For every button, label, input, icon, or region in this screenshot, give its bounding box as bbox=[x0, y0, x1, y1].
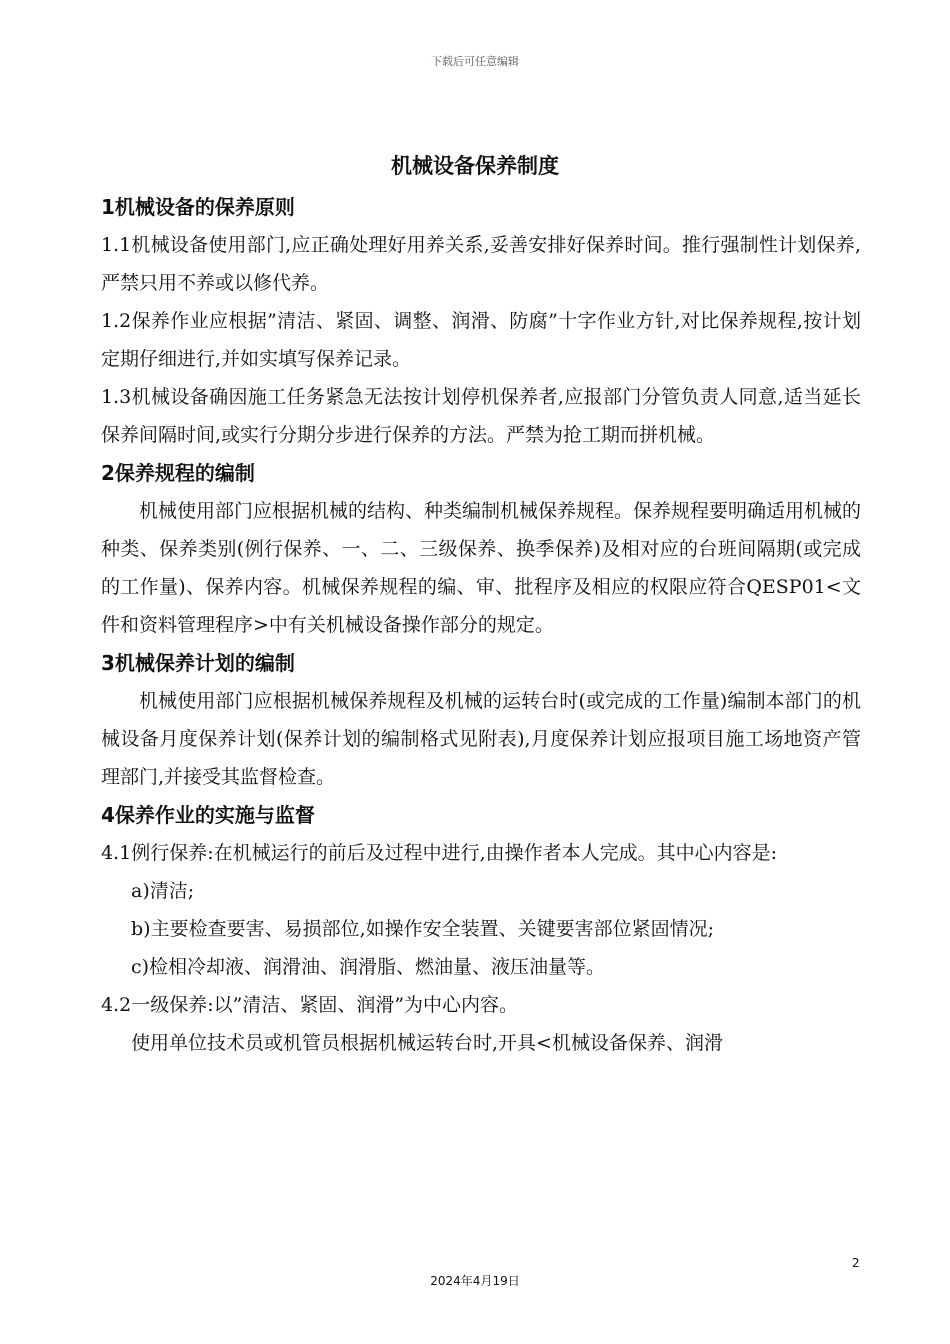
page-header: 下载后可任意编辑 bbox=[431, 55, 519, 68]
page-number: 2 bbox=[852, 1256, 860, 1270]
document-title: 机械设备保养制度 bbox=[391, 154, 559, 178]
section-heading-4: 4保养作业的实施与监督 bbox=[101, 803, 315, 827]
clause-4-2: 4.2一级保养:以”清洁、紧固、润滑”为中心内容。 bbox=[101, 994, 519, 1016]
section-3-paragraph: 机械使用部门应根据机械保养规程及机械的运转台时(或完成的工作量)编制本部门的机械设备月度保养计划(保养计划的编制格式见附表),月度保养计划应报项目施工场地资产管理部门,并接受其监督检查。 bbox=[101, 690, 861, 788]
clause-4-1: 4.1例行保养:在机械运行的前后及过程中进行,由操作者本人完成。其中心内容是: bbox=[101, 842, 778, 864]
document-body bbox=[101, 188, 861, 1062]
clause-1-2: 1.2保养作业应根据”清洁、紧固、调整、润滑、防腐”十字作业方针,对比保养规程,按计划定期仔细进行,并如实填写保养记录。 bbox=[101, 310, 861, 370]
clause-4-2-paragraph: 使用单位技术员或机管员根据机械运转台时,开具<机械设备保养、润滑 bbox=[131, 1032, 723, 1054]
footer-date: 2024年4月19日 bbox=[430, 1274, 520, 1288]
clause-1-1: 1.1机械设备使用部门,应正确处理好用养关系,妥善安排好保养时间。推行强制性计划保养,严禁只用不养或以修代养。 bbox=[101, 234, 861, 294]
list-item-b: b)主要检查要害、易损部位,如操作安全装置、关键要害部位紧固情况; bbox=[131, 918, 715, 940]
section-heading-1: 1机械设备的保养原则 bbox=[101, 195, 295, 219]
list-item-c: c)检相冷却液、润滑油、润滑脂、燃油量、液压油量等。 bbox=[131, 956, 606, 978]
section-heading-3: 3机械保养计划的编制 bbox=[101, 651, 295, 675]
clause-1-3: 1.3机械设备确因施工任务紧急无法按计划停机保养者,应报部门分管负责人同意,适当延长保养间隔时间,或实行分期分步进行保养的方法。严禁为抢工期而拼机械。 bbox=[101, 386, 861, 446]
section-heading-2: 2保养规程的编制 bbox=[101, 461, 255, 485]
section-2-paragraph: 机械使用部门应根据机械的结构、种类编制机械保养规程。保养规程要明确适用机械的种类、保养类别(例行保养、一、二、三级保养、换季保养)及相对应的台班间隔期(或完成的工作量)、保养内容。机械保养规程的编、审、批程序及相应的权限应符合QESP01<文件和资料管理程序>中有关机械设备操作部分的规定。 bbox=[101, 500, 862, 636]
list-item-a: a)清洁; bbox=[131, 880, 195, 902]
